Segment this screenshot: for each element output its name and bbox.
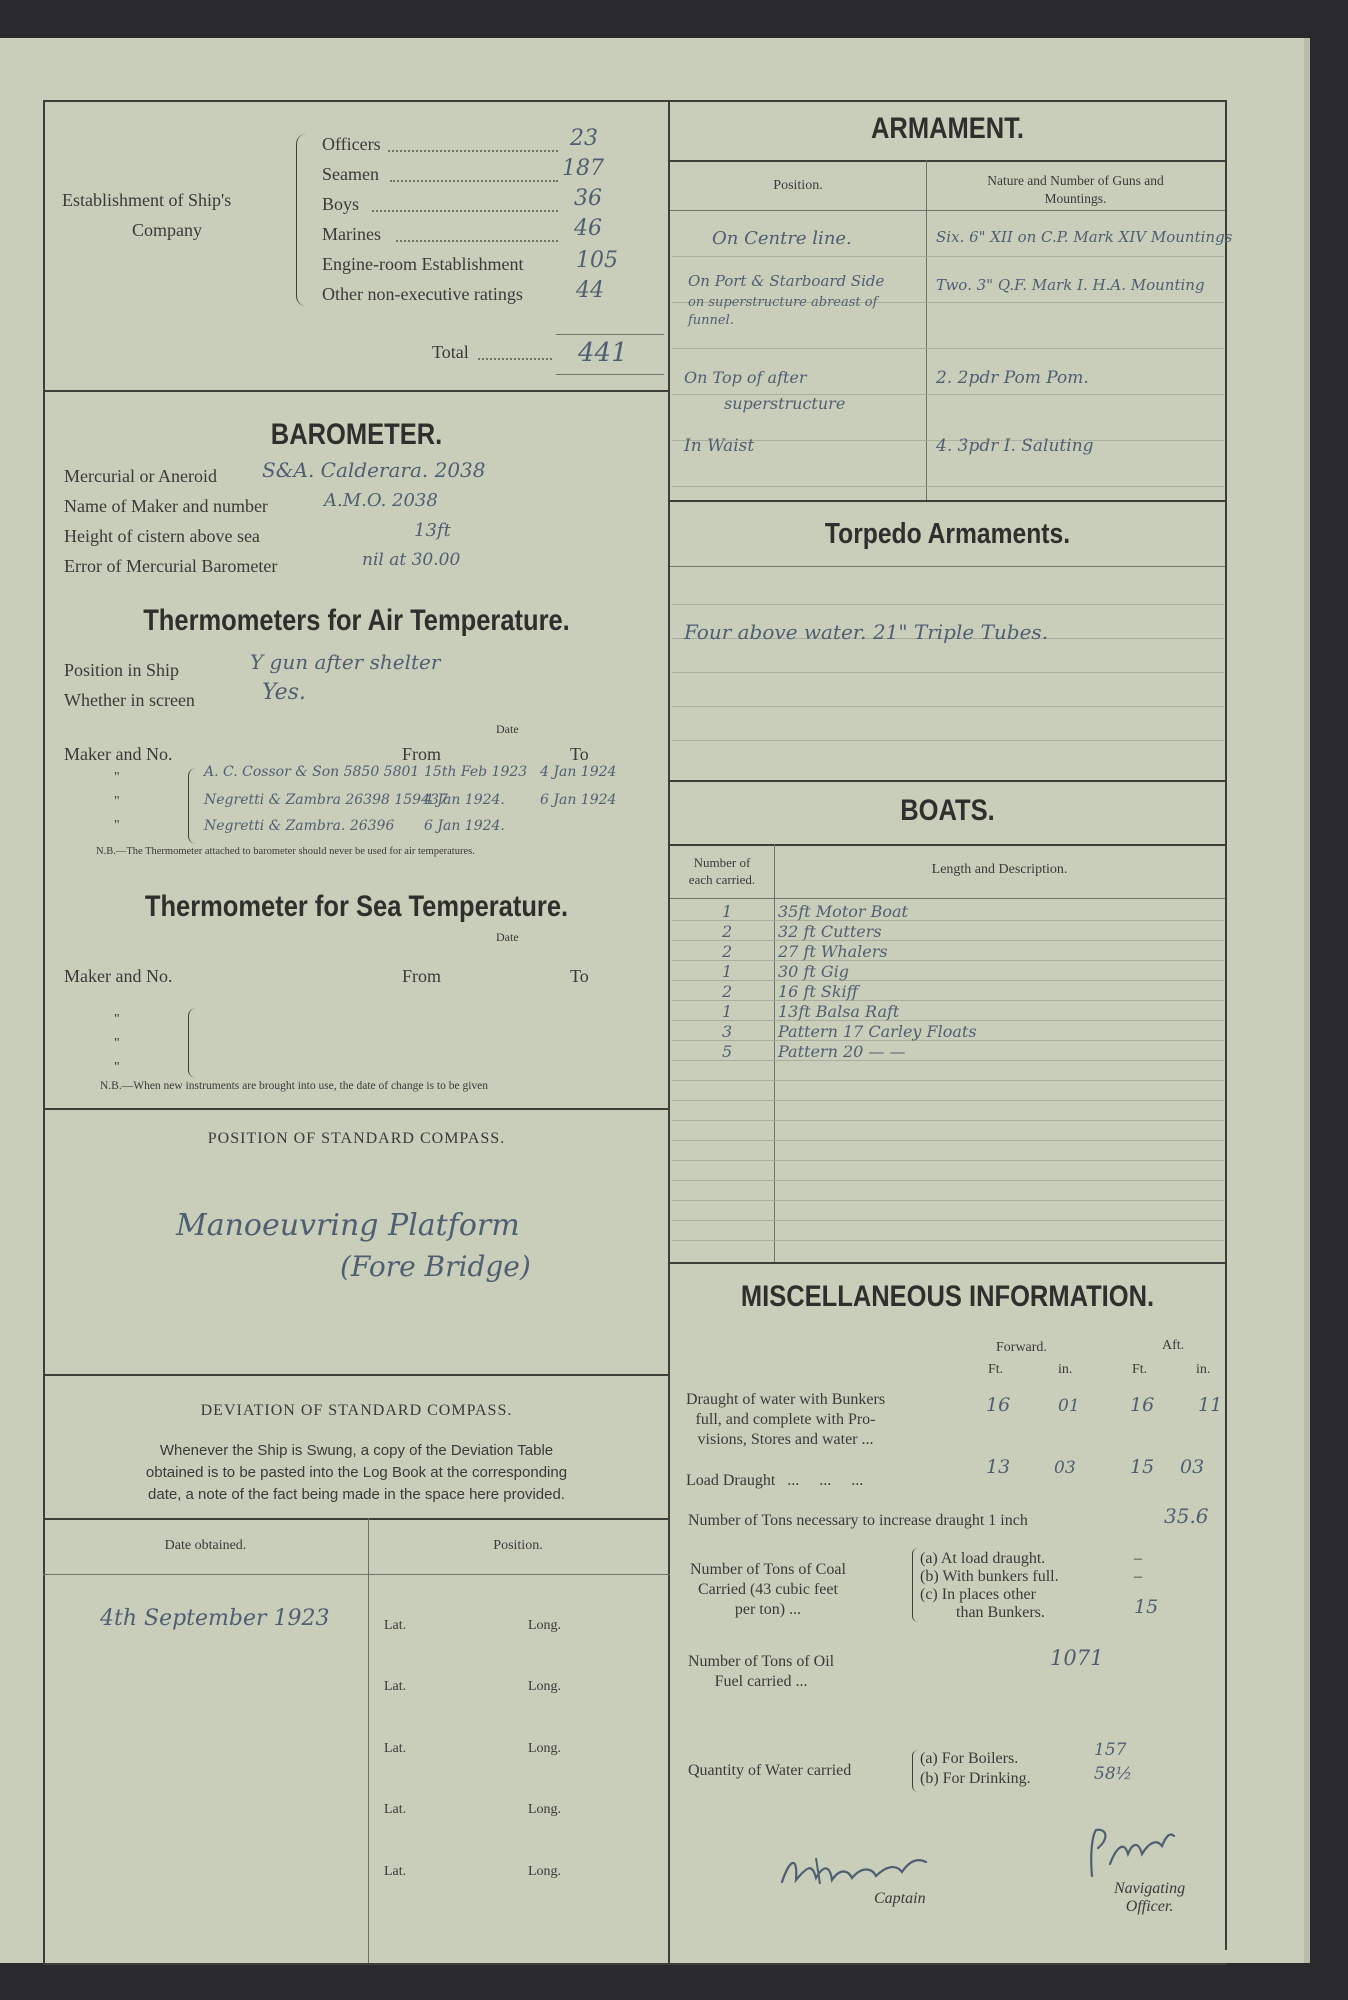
- position-in-ship-label: Position in Ship: [64, 660, 180, 680]
- leader-dots: [372, 210, 558, 212]
- deviation-header-bottom: [43, 1574, 670, 1575]
- deviation-position-header: Position.: [493, 1538, 543, 1553]
- draught-label-3: visions, Stores and water ...: [697, 1431, 874, 1448]
- air-maker-brace: [188, 768, 197, 844]
- est-value-other: 44: [576, 278, 604, 303]
- boat-count-8: 5: [722, 1042, 733, 1061]
- coal-label: [690, 1560, 846, 1620]
- air-to-2: 6 Jan 1924: [540, 792, 617, 808]
- air-thermo-note: N.B.—The Thermometer attached to barometer should never be used for air temperatures.: [96, 846, 475, 857]
- tons-inch-label: Number of Tons necessary to increase draught 1 inch: [688, 1512, 1028, 1529]
- armament-col-divider: [926, 160, 927, 500]
- whether-in-screen-label: Whether in screen: [64, 690, 195, 710]
- deviation-header-top: [43, 1518, 670, 1520]
- air-maker-1: A. C. Cossor & Son 5850 5801: [204, 764, 420, 780]
- air-from-1: 15th Feb 1923: [424, 764, 528, 780]
- position-in-ship-value: Y gun after shelter: [250, 650, 441, 674]
- frame-top: [43, 100, 1227, 102]
- boat-count-4: 1: [722, 962, 733, 981]
- lat-label: Lat.: [384, 1679, 407, 1694]
- deviation-date-header: Date obtained.: [164, 1538, 247, 1553]
- total-value: 441: [578, 338, 628, 368]
- misc-in-header: in.: [1196, 1362, 1211, 1377]
- lat-label: Lat.: [384, 1864, 407, 1879]
- log-page: [0, 38, 1310, 1963]
- total-label: Total: [432, 342, 469, 362]
- captain-signature: [776, 1838, 936, 1898]
- armament-position-1: On Centre line.: [712, 228, 852, 249]
- misc-ft-header: Ft.: [988, 1362, 1004, 1377]
- sea-date-header: Date: [496, 930, 519, 944]
- compass-position-line2: (Fore Bridge): [340, 1250, 531, 1283]
- coal-b-label: (b) With bunkers full.: [920, 1568, 1059, 1585]
- boat-desc-5: 16 ft Skiff: [778, 982, 858, 1001]
- frame-middle: [668, 100, 670, 1965]
- boat-desc-2: 32 ft Cutters: [778, 922, 882, 941]
- ditto-mark: ": [114, 1012, 120, 1027]
- armament-nature-header-1: Nature and Number of Guns and: [987, 173, 1164, 188]
- captain-label: Captain: [874, 1890, 926, 1907]
- water-label: Quantity of Water carried: [688, 1762, 852, 1779]
- boats-number-header-1: Number of: [693, 855, 751, 870]
- coal-a-value: –: [1134, 1550, 1142, 1567]
- air-from-2: 4 Jan 1924.: [424, 792, 505, 808]
- ditto-mark: ": [114, 818, 120, 833]
- boats-header-top: [670, 844, 1225, 846]
- total-rule: [556, 334, 664, 335]
- est-label-seamen: Seamen: [322, 164, 379, 184]
- coal-label-2: Carried (43 cubic feet: [697, 1581, 838, 1598]
- boat-count-7: 3: [722, 1022, 733, 1041]
- boats-desc-header: Length and Description.: [931, 862, 1068, 877]
- draught-aft-ft: 16: [1130, 1394, 1155, 1416]
- coal-label-3: per ton) ...: [734, 1601, 802, 1618]
- armament-position-2b: on superstructure abreast of funnel.: [688, 295, 878, 328]
- establishment-heading-1: Establishment of Ship's: [62, 190, 232, 210]
- barometer-label-3: Height of cistern above sea: [64, 526, 260, 546]
- section-divider: [670, 780, 1225, 782]
- sea-maker-brace: [188, 1008, 197, 1078]
- misc-forward-header: Forward.: [996, 1340, 1047, 1355]
- deviation-date-1: 4th September 1923: [100, 1606, 330, 1631]
- boats-title: BOATS.: [900, 794, 995, 827]
- air-maker-2: Negretti & Zambra 26398 159437: [204, 792, 448, 808]
- armament-position-3b: superstructure: [724, 394, 846, 413]
- est-label-engine: Engine-room Establishment: [322, 254, 524, 274]
- sea-thermo-title: Thermometer for Sea Temperature.: [144, 890, 569, 923]
- barometer-label-1: Mercurial or Aneroid: [64, 466, 217, 486]
- barometer-value-4: nil at 30.00: [362, 550, 461, 570]
- load-aft-ft: 15: [1130, 1456, 1155, 1478]
- ditto-mark: ": [114, 1060, 120, 1075]
- oil-label-1: Number of Tons of Oil: [688, 1653, 835, 1670]
- air-thermo-title: Thermometers for Air Temperature.: [143, 604, 570, 637]
- boat-desc-3: 27 ft Whalers: [778, 942, 888, 961]
- draught-forward-ft: 16: [986, 1394, 1011, 1416]
- air-to-1: 4 Jan 1924: [540, 764, 617, 780]
- section-divider: [43, 1108, 670, 1110]
- boat-desc-6: 13ft Balsa Raft: [778, 1002, 900, 1021]
- navigating-officer-label-1: Navigating: [1114, 1880, 1186, 1897]
- barometer-title: BAROMETER.: [270, 418, 443, 451]
- frame-bottom: [43, 1963, 1227, 1965]
- torpedo-header-bottom: [670, 566, 1225, 567]
- lat-label: Lat.: [384, 1802, 407, 1817]
- coal-c-label: (c) In places other: [920, 1586, 1036, 1603]
- armament-header-bottom: [670, 210, 1225, 211]
- est-value-marines: 46: [574, 216, 602, 241]
- air-date-header: Date: [496, 722, 519, 736]
- sea-thermo-note: N.B.—When new instruments are brought into use, the date of change is to be given: [100, 1080, 489, 1092]
- establishment-heading-2: Company: [132, 220, 202, 240]
- load-forward-ft: 13: [986, 1456, 1011, 1478]
- air-maker-3: Negretti & Zambra. 26396: [204, 818, 395, 834]
- armament-position-4: In Waist: [684, 436, 755, 456]
- barometer-label-4: Error of Mercurial Barometer: [64, 556, 278, 576]
- est-value-engine: 105: [576, 248, 618, 273]
- boats-number-header: [670, 854, 774, 888]
- boat-desc-8: Pattern 20 — —: [778, 1042, 906, 1061]
- barometer-label-2: Name of Maker and number: [64, 496, 268, 516]
- deviation-text-3: date, a note of the fact being made in the space here provided.: [148, 1486, 565, 1503]
- barometer-value-2: A.M.O. 2038: [324, 490, 438, 511]
- leader-dots: [390, 180, 558, 182]
- compass-title: POSITION OF STANDARD COMPASS.: [207, 1130, 506, 1147]
- ditto-mark: ": [114, 770, 120, 785]
- coal-c-label-2: than Bunkers.: [956, 1604, 1045, 1621]
- navigating-officer-label: [1114, 1880, 1185, 1916]
- boat-count-6: 1: [722, 1002, 733, 1021]
- armament-position-3: On Top of after: [684, 368, 807, 387]
- est-value-boys: 36: [574, 186, 602, 211]
- deviation-text-2: obtained is to be pasted into the Log Book at the corresponding: [145, 1464, 568, 1481]
- sea-to-header: To: [570, 966, 589, 986]
- coal-label-1: Number of Tons of Coal: [690, 1561, 846, 1578]
- lat-label: Lat.: [384, 1741, 407, 1756]
- boat-desc-7: Pattern 17 Carley Floats: [778, 1022, 977, 1041]
- armament-nature-2: Two. 3" Q.F. Mark I. H.A. Mounting: [936, 276, 1205, 294]
- est-label-officers: Officers: [322, 134, 381, 154]
- armament-nature-4: 4. 3pdr I. Saluting: [936, 436, 1094, 456]
- long-label: Long.: [528, 1679, 562, 1694]
- leader-dots: [396, 240, 558, 242]
- ditto-mark: ": [114, 1036, 120, 1051]
- sea-maker-header: Maker and No.: [64, 966, 173, 986]
- navigating-officer-signature: [1080, 1824, 1180, 1884]
- armament-header-top: [670, 160, 1225, 162]
- misc-title: MISCELLANEOUS INFORMATION.: [740, 1280, 1155, 1313]
- est-label-other: Other non-executive ratings: [322, 284, 523, 304]
- boat-count-2: 2: [722, 922, 733, 941]
- long-label: Long.: [528, 1618, 562, 1633]
- sea-from-header: From: [402, 966, 442, 986]
- armament-nature-header: [926, 172, 1225, 208]
- torpedo-text: Four above water. 21" Triple Tubes.: [684, 620, 1049, 644]
- water-b-value: 58½: [1094, 1764, 1133, 1784]
- misc-ft-header: Ft.: [1132, 1362, 1148, 1377]
- armament-nature-3: 2. 2pdr Pom Pom.: [936, 368, 1089, 388]
- long-label: Long.: [528, 1864, 562, 1879]
- air-maker-header: Maker and No.: [64, 744, 173, 764]
- total-underline: [556, 374, 664, 375]
- draught-forward-in: 01: [1058, 1396, 1080, 1416]
- boats-number-header-2: each carried.: [688, 872, 756, 887]
- section-divider: [43, 1374, 670, 1376]
- ditto-mark: ": [114, 794, 120, 809]
- boats-header-bottom: [670, 898, 1225, 899]
- armament-position-header: Position.: [773, 178, 823, 193]
- whether-in-screen-value: Yes.: [262, 680, 306, 705]
- water-b-label: (b) For Drinking.: [920, 1770, 1031, 1787]
- draught-label-1: Draught of water with Bunkers: [686, 1391, 886, 1408]
- deviation-text-1: Whenever the Ship is Swung, a copy of the Deviation Table: [159, 1442, 554, 1459]
- est-label-boys: Boys: [322, 194, 360, 214]
- frame-right: [1225, 100, 1227, 1950]
- armament-nature-1: Six. 6" XII on C.P. Mark XIV Mountings: [936, 228, 1233, 246]
- coal-a-label: (a) At load draught.: [920, 1550, 1046, 1567]
- oil-value: 1071: [1050, 1646, 1104, 1670]
- torpedo-title: Torpedo Armaments.: [824, 518, 1071, 550]
- long-label: Long.: [528, 1741, 562, 1756]
- establishment-brace: [296, 134, 307, 306]
- water-a-label: (a) For Boilers.: [920, 1750, 1019, 1767]
- armament-position-2: On Port & Starboard Side: [688, 272, 885, 290]
- armament-title: ARMAMENT.: [871, 112, 1024, 145]
- coal-c-value: 15: [1134, 1596, 1159, 1618]
- load-forward-in: 03: [1054, 1458, 1076, 1478]
- water-brace: [912, 1750, 919, 1792]
- oil-label: [688, 1652, 834, 1692]
- section-divider: [670, 500, 1225, 502]
- misc-aft-header: Aft.: [1162, 1338, 1185, 1353]
- boat-desc-4: 30 ft Gig: [778, 962, 850, 981]
- leader-dots: [478, 358, 552, 360]
- compass-position-line1: Manoeuvring Platform: [176, 1208, 520, 1243]
- draught-label-2: full, and complete with Pro-: [695, 1411, 876, 1428]
- draught-label: [686, 1390, 885, 1450]
- load-draught-label: Load Draught ... ... ...: [686, 1472, 864, 1489]
- est-value-seamen: 187: [562, 156, 604, 181]
- water-a-value: 157: [1094, 1740, 1127, 1760]
- barometer-value-3: 13ft: [414, 520, 451, 541]
- air-from-3: 6 Jan 1924.: [424, 818, 505, 834]
- navigating-officer-label-2: Officer.: [1125, 1898, 1174, 1915]
- deviation-instructions: [43, 1440, 670, 1506]
- draught-aft-in: 11: [1198, 1394, 1223, 1416]
- leader-dots: [388, 150, 558, 152]
- air-from-header: From: [402, 744, 442, 764]
- lat-label: Lat.: [384, 1618, 407, 1633]
- boat-count-1: 1: [722, 902, 733, 921]
- frame-left: [43, 100, 45, 1965]
- boat-desc-1: 35ft Motor Boat: [778, 902, 908, 921]
- long-label: Long.: [528, 1802, 562, 1817]
- tons-inch-value: 35.6: [1164, 1504, 1209, 1528]
- deviation-col-divider: [368, 1518, 369, 1963]
- deviation-title: DEVIATION OF STANDARD COMPASS.: [200, 1402, 513, 1419]
- est-value-officers: 23: [570, 126, 598, 151]
- air-to-header: To: [570, 744, 589, 764]
- armament-nature-header-2: Mountings.: [1044, 191, 1107, 206]
- misc-in-header: in.: [1058, 1362, 1073, 1377]
- load-aft-in: 03: [1180, 1456, 1205, 1478]
- section-divider: [670, 1262, 1225, 1264]
- barometer-value-1: S&A. Calderara. 2038: [262, 458, 486, 482]
- boat-count-3: 2: [722, 942, 733, 961]
- oil-label-2: Fuel carried ...: [714, 1673, 808, 1690]
- coal-brace: [912, 1548, 919, 1622]
- section-divider: [43, 390, 670, 392]
- boat-count-5: 2: [722, 982, 733, 1001]
- coal-b-value: –: [1134, 1568, 1142, 1585]
- est-label-marines: Marines: [322, 224, 381, 244]
